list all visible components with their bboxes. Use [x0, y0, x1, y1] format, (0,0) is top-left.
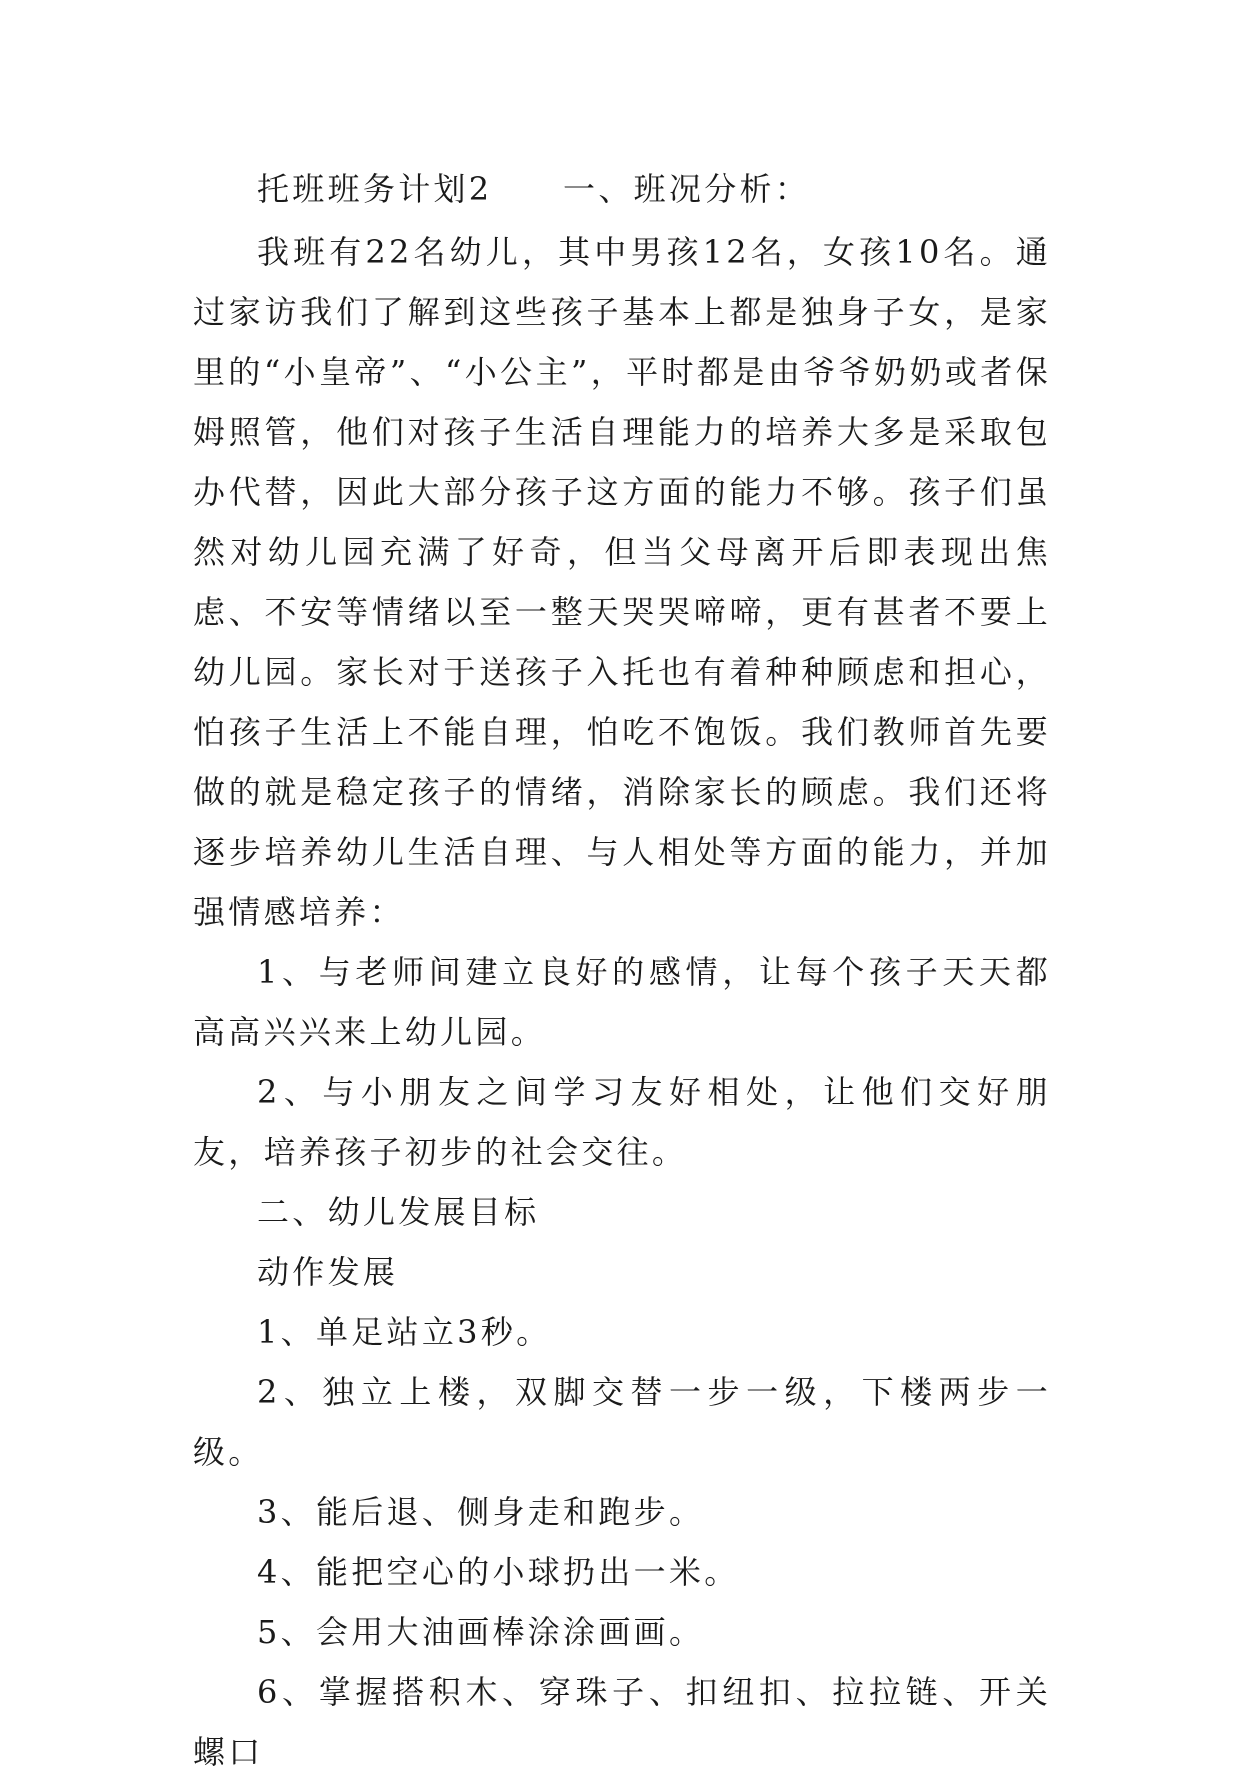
- goal-item: 6、掌握搭积木、穿珠子、扣纽扣、拉拉链、开关螺口: [193, 1673, 1051, 1771]
- document-body: [193, 156, 1051, 1782]
- list-item-paragraph: 1、与老师间建立良好的感情，让每个孩子天天都高高兴兴来上幼儿园。: [193, 953, 1051, 1051]
- section-heading: 二、幼儿发展目标: [257, 1193, 540, 1231]
- goal-item: 1、单足站立3秒。: [257, 1313, 552, 1351]
- goal-item: 3、能后退、侧身走和跑步。: [257, 1493, 705, 1531]
- goal-item: 5、会用大油画棒涂涂画画。: [257, 1613, 705, 1651]
- goal-item: 2、独立上楼，双脚交替一步一级，下楼两步一级。: [193, 1373, 1051, 1471]
- goal-item: 4、能把空心的小球扔出一米。: [257, 1553, 740, 1591]
- list-item-paragraph: 2、与小朋友之间学习友好相处，让他们交好朋友，培养孩子初步的社会交往。: [193, 1073, 1051, 1171]
- title-paragraph: 托班班务计划2 一、班况分析：: [257, 170, 811, 208]
- subsection-heading: 动作发展: [257, 1253, 399, 1291]
- class-analysis-paragraph: 我班有22名幼儿，其中男孩12名，女孩10名。通过家访我们了解到这些孩子基本上都是独身子女，是家里的“小皇帝”、“小公主”，平时都是由爷爷奶奶或者保姆照管，他们对孩子生活自理能力的培养大多是采取包办代替，因此大部分孩子这方面的能力不够。孩子们虽然对幼儿园充满了好奇，但当父母离开后即表现出焦虑、不安等情绪以至一整天哭哭啼啼，更有甚者不要上幼儿园。家长对于送孩子入托也有着种种顾虑和担心，怕孩子生活上不能自理，怕吃不饱饭。我们教师首先要做的就是稳定孩子的情绪，消除家长的顾虑。我们还将逐步培养幼儿生活自理、与人相处等方面的能力，并加强情感培养：: [193, 233, 1051, 931]
